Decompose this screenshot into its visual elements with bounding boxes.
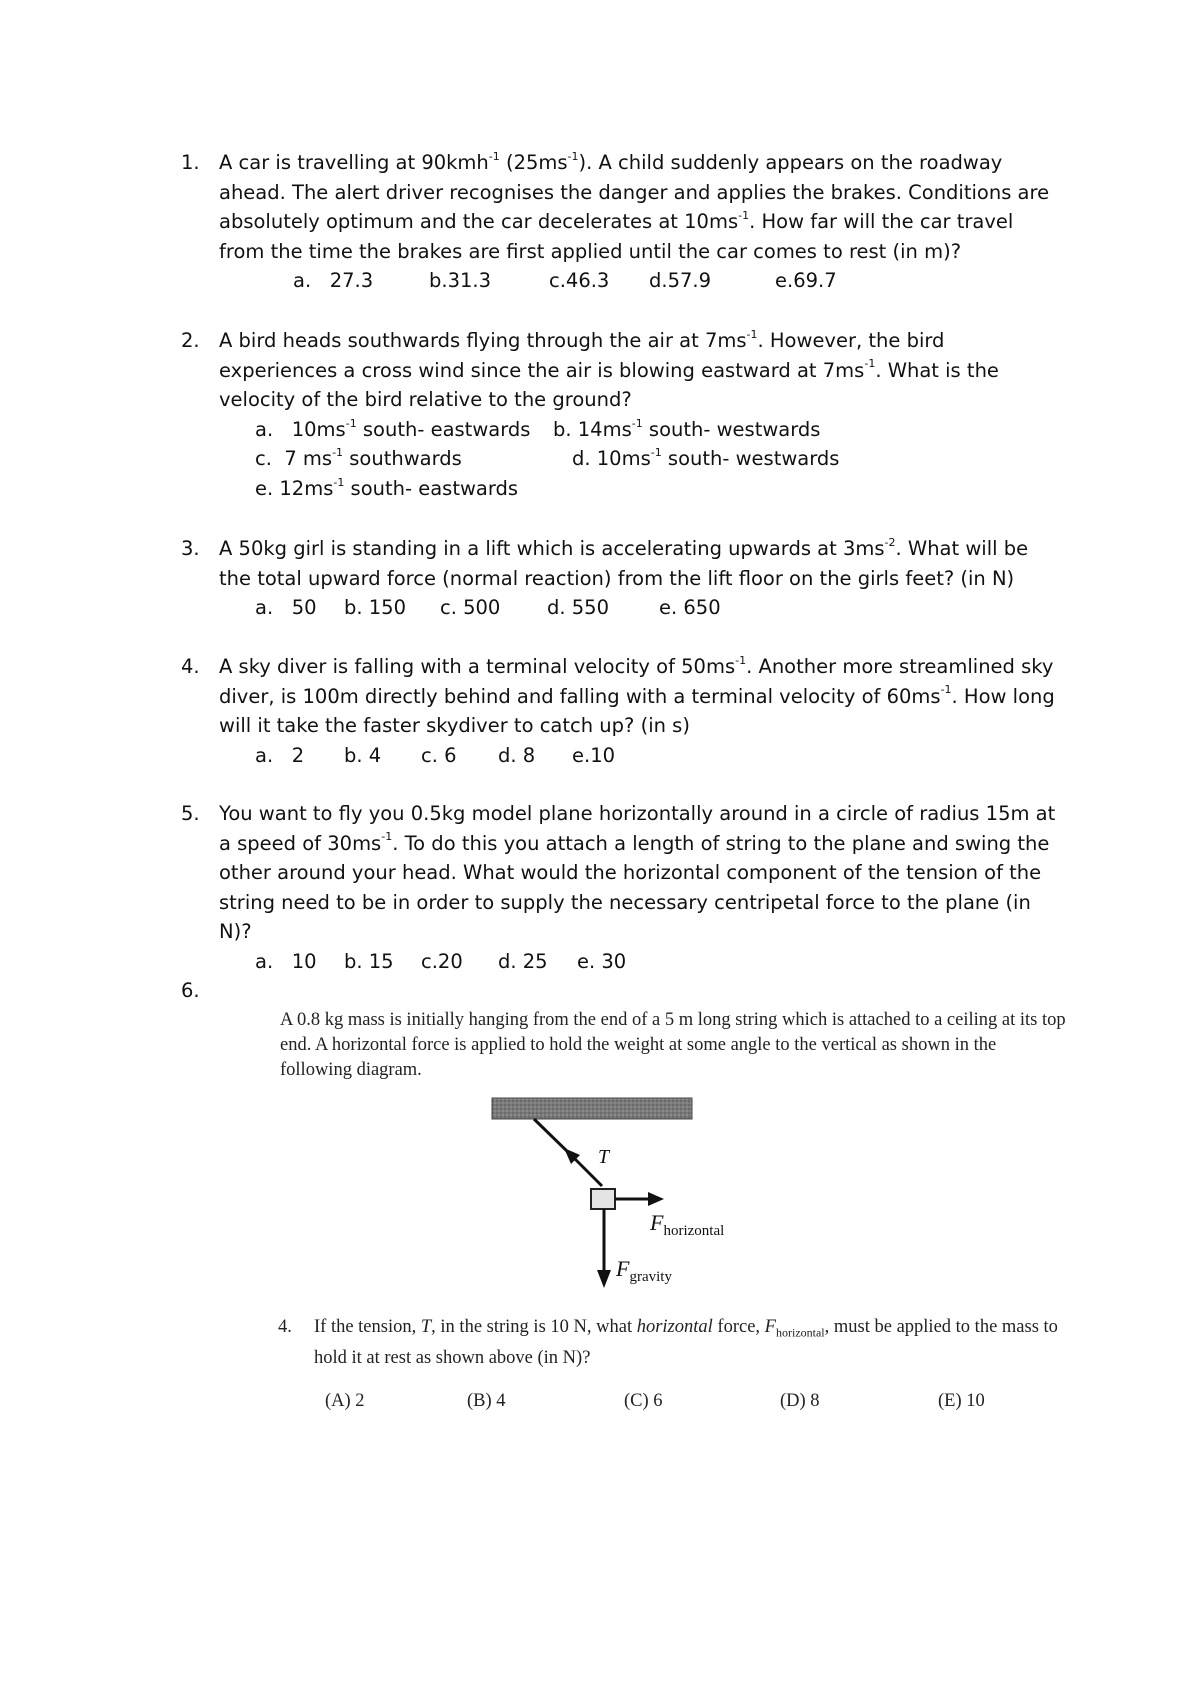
option-d[interactable]: d. 8 — [498, 744, 536, 767]
question-line: absolutely optimum and the car decelerates at $10ms^{-1}$. How far will the car travel — [219, 208, 1014, 233]
option-e[interactable]: e. 30 — [577, 950, 627, 973]
option-d[interactable]: d. 550 — [547, 596, 609, 619]
option-d[interactable]: d.57.9 — [649, 269, 711, 292]
option-c[interactable]: c. 6 — [421, 744, 457, 767]
option-b[interactable]: b. 4 — [344, 744, 382, 767]
question-number: 4. — [181, 655, 200, 678]
question-line: N)? — [219, 920, 252, 943]
question-line: ahead. The alert driver recognises the danger and applies the brakes. Conditions are — [219, 180, 1050, 204]
gravity-subscript: gravity — [629, 1269, 672, 1285]
option-d[interactable]: (D) 8 — [780, 1391, 820, 1411]
option-b[interactable]: b. $14ms^{-1}$ south- westwards — [553, 416, 821, 441]
question-line: A 50kg girl is standing in a lift which is accelerating upwards at $3ms^{-2}$. What will be — [219, 535, 1029, 560]
option-a[interactable]: a. 50 — [255, 596, 317, 619]
option-c[interactable]: c. 500 — [440, 596, 501, 619]
ceiling — [492, 1098, 692, 1119]
f-symbol: F — [616, 1256, 630, 1281]
option-d[interactable]: d. 25 — [498, 950, 548, 973]
option-a[interactable]: a. 27.3 — [293, 269, 374, 292]
option-e[interactable]: e. $12ms^{-1}$ south- eastwards — [255, 475, 519, 500]
question-line: velocity of the bird relative to the ground? — [219, 388, 632, 411]
question-line: the total upward force (normal reaction) from the lift floor on the girls feet? (in N) — [219, 566, 1015, 590]
subquestion-number: 4. — [278, 1317, 292, 1337]
question-line: diver, is 100m directly behind and falling with a terminal velocity of $60ms^{-1}$. How long — [219, 683, 1055, 708]
subquestion-text: If the tension, T, in the string is 10 N, what horizontal force, $F_{horizontal}$, must be applied to the mass to hold it at rest as shown above (in N)? — [314, 1317, 1058, 1368]
question-number: 2. — [181, 329, 200, 352]
question-line: other around your head. What would the horizontal component of the tension of the — [219, 861, 1042, 884]
f-symbol: F — [650, 1210, 664, 1235]
question-line: will it take the faster skydiver to catch up? (in s) — [219, 714, 690, 737]
question-line: A car is travelling at 90kmh$^{-1}$ $(25ms^{-1})$. A child suddenly appears on the roadway — [219, 149, 1003, 174]
question-line: string need to be in order to supply the necessary centripetal force to the plane (in — [219, 890, 1031, 914]
option-a[interactable]: a. 10 — [255, 950, 317, 973]
gravity-force-label — [615, 1256, 672, 1285]
option-d[interactable]: d. $10ms^{-1}$ south- westwards — [572, 445, 840, 470]
question-number: 5. — [181, 802, 200, 825]
question-line: A sky diver is falling with a terminal velocity of $50ms^{-1}$. Another more streamlined sky — [219, 653, 1054, 678]
option-e[interactable]: e.69.7 — [775, 269, 837, 292]
option-a[interactable]: (A) 2 — [325, 1391, 365, 1411]
question-6-intro: A 0.8 kg mass is initially hanging from the end of a 5 m long string which is attached to a ceiling at its top end. A horizontal force is applied to hold the weight at some angle to the vertical as shown in the following diagram. — [280, 1010, 1066, 1080]
question-line: a speed of $30ms^{-1}$. To do this you attach a length of string to the plane and swing the — [219, 830, 1050, 855]
horizontal-force-label — [649, 1210, 724, 1239]
option-a[interactable]: a. $10ms^{-1}$ south- eastwards — [255, 416, 531, 441]
horizontal-subscript: horizontal — [663, 1223, 725, 1239]
option-e[interactable]: e. 650 — [659, 596, 721, 619]
hanging-mass — [591, 1189, 615, 1209]
option-b[interactable]: b.31.3 — [429, 269, 491, 292]
option-b[interactable]: (B) 4 — [467, 1391, 506, 1411]
question-number: 6. — [181, 979, 200, 1002]
question-line: experiences a cross wind since the air is blowing eastward at $7ms^{-1}$. What is the — [219, 357, 999, 382]
option-c[interactable]: c.20 — [421, 950, 463, 973]
option-b[interactable]: b. 15 — [344, 950, 394, 973]
horizontal-force-arrowhead — [648, 1192, 664, 1206]
tension-label: T — [598, 1146, 610, 1168]
question-line: A bird heads southwards flying through the air at $7ms^{-1}$. However, the bird — [219, 327, 945, 352]
option-b[interactable]: b. 150 — [344, 596, 406, 619]
option-c[interactable]: c.46.3 — [549, 269, 610, 292]
question-line: You want to fly you 0.5kg model plane horizontally around in a circle of radius 15m at — [219, 802, 1056, 825]
gravity-force-arrowhead — [597, 1270, 611, 1288]
question-number: 1. — [181, 151, 200, 174]
option-a[interactable]: a. 2 — [255, 744, 305, 767]
question-line: from the time the brakes are first applied until the car comes to rest (in m)? — [219, 239, 962, 263]
option-e[interactable]: e.10 — [572, 744, 616, 767]
option-c[interactable]: c. 7 $ms^{-1}$ southwards — [255, 445, 462, 470]
option-c[interactable]: (C) 6 — [624, 1391, 663, 1411]
question-number: 3. — [181, 537, 200, 560]
option-e[interactable]: (E) 10 — [938, 1391, 985, 1411]
